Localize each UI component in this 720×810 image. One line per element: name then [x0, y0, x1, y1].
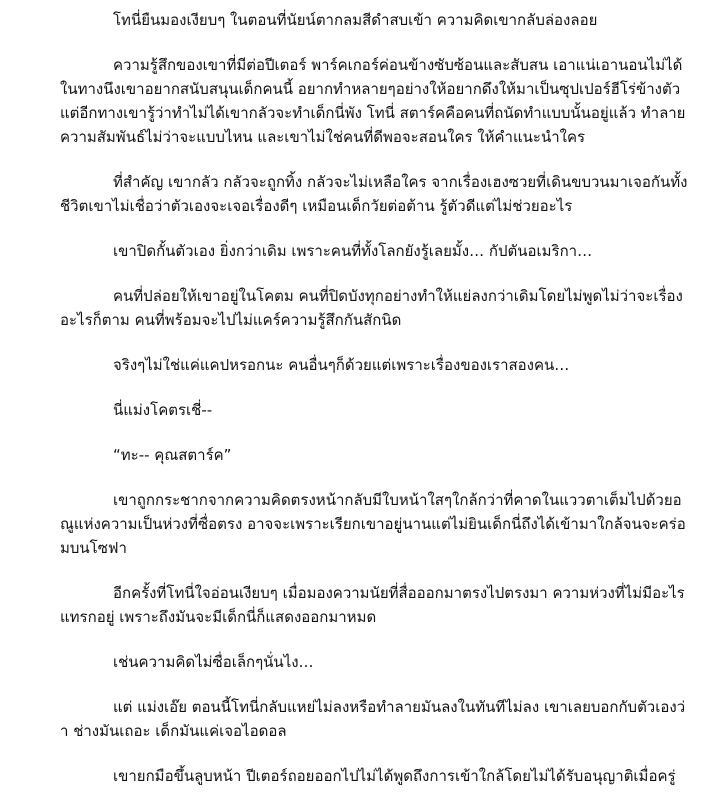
paragraph-11: เช่นความคิดไม่ซื่อเล็กๆนั่นไง… — [113, 653, 314, 671]
paragraph-9: เขาถูกกระชากจากความคิดตรงหน้ากลับมีใบหน้าใสๆใกล้กว่าที่คาดในแววตาเต็มไปด้วยอณูแห่งความเป็นห่วงที่ซื่อตรง อาจจะเพราะเรียกเขาอยู่นานแต่ไม่ยินเด็กนี่ถึงได้เข้ามาใกล้จนจะคร่อมบนโซฟา — [60, 491, 686, 557]
paragraph-12: แต่ แม่งเอ๊ย ตอนนี้โทนี่กลับแหย่ไม่ลงหรือทำลายมันลงในทันทีไม่ลง เขาเลยบอกกับตัวเองว่า ช่างมันเถอะ เด็กมันแค่เจอไอดอล — [60, 698, 686, 740]
paragraph-7: นี่แม่งโคตรเชี่-- — [113, 401, 213, 419]
paragraph-10: อีกครั้งที่โทนี่ใจอ่อนเงียบๆ เมื่อมองความนัยที่สื่อออกมาตรงไปตรงมา ความห่วงที่ไม่มีอะไรแทรกอยู่ เพราะถึงมันจะมีเด็กนี่ก็แสดงออกมาหมด — [60, 584, 685, 626]
paragraph-3: ที่สำคัญ เขากลัว กลัวจะถูกทิ้ง กลัวจะไม่เหลือใคร จากเรื่องเฮงซวยที่เดินขบวนมาเจอกันทั้งชีวิตเขาไม่เชื่อว่าตัวเองจะเจอเรื่องดีๆ เหมือนเด็กวัยต่อต้าน รู้ตัวดีแต่ไม่ช่วยอะไร — [60, 173, 688, 215]
paragraph-6: จริงๆไม่ใช่แค่แคปหรอกนะ คนอื่นๆก็ด้วยแต่เพราะเรื่องของเราสองคน… — [113, 356, 570, 374]
paragraph-5: คนที่ปล่อยให้เขาอยู่ในโคตม คนที่ปิดบังทุกอย่างทำให้แย่ลงกว่าเดิมโดยไม่พูดไม่ว่าจะเรื่องอะไรก็ตาม คนที่พร้อมจะไปไม่แคร์ความรู้สึกกันสักนิด — [60, 287, 683, 329]
paragraph-2: ความรู้สึกของเขาที่มีต่อปีเตอร์ พาร์คเกอร์ค่อนข้างซับซ้อนและสับสน เอาแน่เอานอนไม่ได้ ในทางนึงเขาอยากสนับสนุนเด็กคนนี้ อยากทำหลายๆอย่างให้อยากดึงให้มาเป็นซุปเปอร์ฮีโร่ข้างตัว แต่อีกทางเขารู้ว่าทำไม่ได้เขากลัวจะทำเด็กนี่พัง โทนี่ สตาร์คคือคนที่ถนัดทำแบบนั้นอยู่แล้ว ทำลายความสัมพันธ์ไม่ว่าจะแบบไหน และเขาไม่ใช่คนที่ดีพอจะสอนใคร ให้คำแนะนำใคร — [60, 56, 686, 146]
paragraph-8: “ทะ-- คุณสตาร์ค” — [113, 446, 232, 464]
paragraph-4: เขาปิดกั้นตัวเอง ยิ่งกว่าเดิม เพราะคนที่ทั้งโลกยังรู้เลยมั้ง… กัปตันอเมริกา… — [113, 242, 593, 260]
paragraph-13: เขายกมือขึ้นลูบหน้า ปีเตอร์ถอยออกไปไม่ได้พูดถึงการเข้าใกล้โดยไม่ได้รับอนุญาติเมื่อครู่ — [113, 767, 676, 785]
paragraph-1: โทนี่ยืนมองเงียบๆ ในตอนที่นัยน์ตากลมสีดำสบเข้า ความคิดเขากลับล่องลอย — [113, 11, 598, 29]
